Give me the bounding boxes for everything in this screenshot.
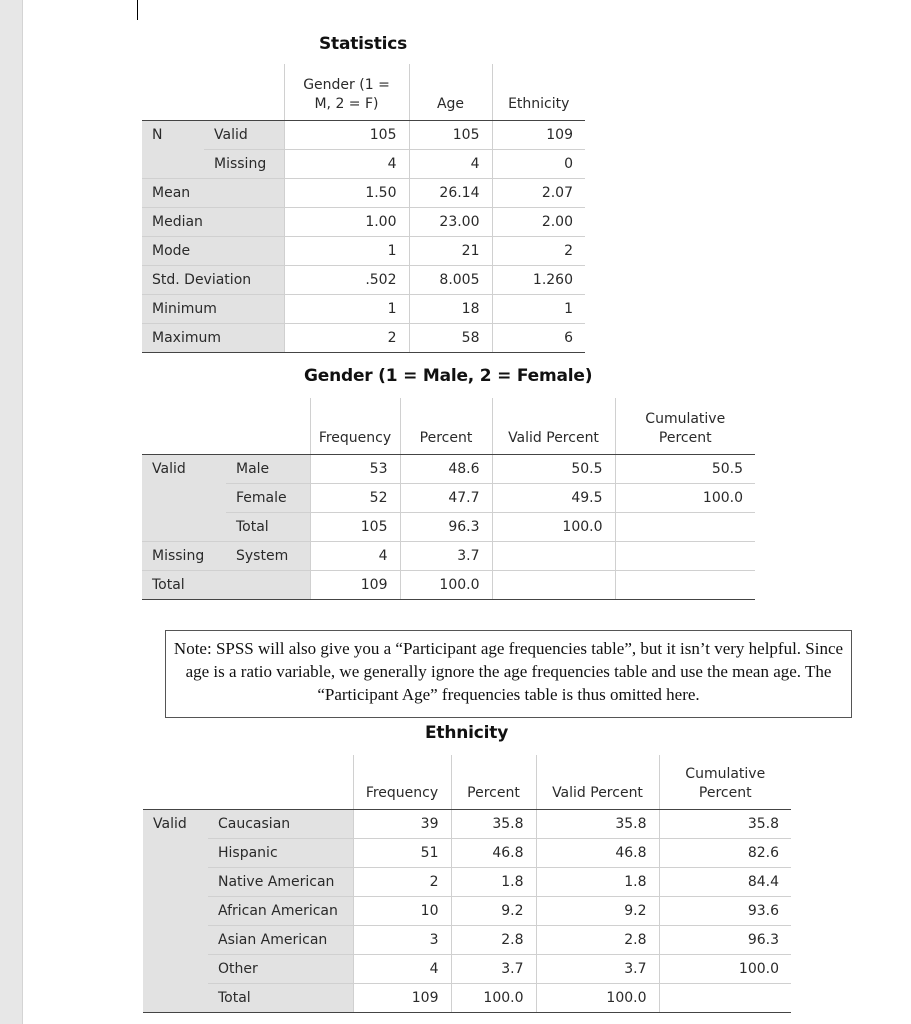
table-cell: 50.5 bbox=[615, 455, 755, 484]
note-box: Note: SPSS will also give you a “Participant age frequencies table”, but it isn’t very helpful. Since age is a ratio variable, we generally ignore the age frequencies table and use the mean age. The “Participant Age” frequencies table is thus omitted here. bbox=[165, 630, 852, 718]
table-cell bbox=[659, 984, 791, 1013]
row-label: Total bbox=[226, 513, 310, 542]
table-row bbox=[143, 810, 791, 839]
row-label: Other bbox=[208, 955, 353, 984]
statistics-table bbox=[142, 64, 585, 353]
table-row bbox=[142, 542, 755, 571]
row-group-label bbox=[142, 150, 204, 179]
table-cell bbox=[492, 542, 615, 571]
column-header bbox=[536, 755, 659, 810]
table-cell: 2 bbox=[353, 868, 451, 897]
table-cell: 96.3 bbox=[400, 513, 492, 542]
table-cell: 2.8 bbox=[451, 926, 536, 955]
column-header-text: Gender (1 = bbox=[303, 77, 390, 93]
table-cell: .502 bbox=[284, 266, 409, 295]
column-header bbox=[310, 398, 400, 455]
table-cell: 100.0 bbox=[451, 984, 536, 1013]
table-cell: 9.2 bbox=[536, 897, 659, 926]
table-cell: 49.5 bbox=[492, 484, 615, 513]
table-cell: 4 bbox=[353, 955, 451, 984]
table-cell: 1.8 bbox=[451, 868, 536, 897]
row-group-label bbox=[143, 955, 208, 984]
header-row bbox=[142, 398, 755, 455]
column-header-text: Percent bbox=[658, 430, 712, 446]
column-header bbox=[400, 398, 492, 455]
row-label: Hispanic bbox=[208, 839, 353, 868]
table-cell: 35.8 bbox=[451, 810, 536, 839]
table-cell: 100.0 bbox=[536, 984, 659, 1013]
column-header-text: M, 2 = F) bbox=[314, 96, 379, 112]
column-header-text: Frequency bbox=[318, 430, 392, 446]
column-header-text: Percent bbox=[698, 785, 752, 801]
column-header bbox=[492, 64, 585, 121]
table-cell: 50.5 bbox=[492, 455, 615, 484]
table-cell: 35.8 bbox=[659, 810, 791, 839]
table-row bbox=[142, 121, 585, 150]
table-cell: 46.8 bbox=[536, 839, 659, 868]
row-group-label bbox=[143, 897, 208, 926]
table-cell: 35.8 bbox=[536, 810, 659, 839]
column-header-text: Age bbox=[436, 96, 465, 112]
column-header-text: Cumulative bbox=[685, 766, 766, 782]
column-header-text: Valid Percent bbox=[552, 785, 643, 801]
row-label: Valid bbox=[204, 121, 284, 150]
table-cell: 1.8 bbox=[536, 868, 659, 897]
table-cell: 4 bbox=[409, 150, 492, 179]
row-group-label bbox=[143, 868, 208, 897]
table-cell: 109 bbox=[353, 984, 451, 1013]
table-row bbox=[142, 150, 585, 179]
table-cell: 8.005 bbox=[409, 266, 492, 295]
table-row bbox=[142, 571, 755, 600]
table-cell: 3 bbox=[353, 926, 451, 955]
table-cell: 52 bbox=[310, 484, 400, 513]
table-cell: 3.7 bbox=[536, 955, 659, 984]
table-cell: 2 bbox=[492, 237, 585, 266]
column-header-text: Frequency bbox=[365, 785, 439, 801]
table-cell: 26.14 bbox=[409, 179, 492, 208]
table-cell: 105 bbox=[409, 121, 492, 150]
row-group-label bbox=[143, 984, 208, 1013]
table-cell: 2.00 bbox=[492, 208, 585, 237]
row-group-label bbox=[142, 513, 226, 542]
table-row bbox=[142, 484, 755, 513]
ethnicity-table bbox=[143, 755, 791, 1013]
table-cell: 6 bbox=[492, 324, 585, 353]
table-row bbox=[143, 897, 791, 926]
table-row bbox=[142, 237, 585, 266]
row-group-label bbox=[142, 484, 226, 513]
row-label: African American bbox=[208, 897, 353, 926]
table-cell: 1.50 bbox=[284, 179, 409, 208]
table-cell: 51 bbox=[353, 839, 451, 868]
table-row bbox=[142, 324, 585, 353]
table-cell: 100.0 bbox=[659, 955, 791, 984]
table-row bbox=[142, 513, 755, 542]
table-cell: 39 bbox=[353, 810, 451, 839]
row-label: Missing bbox=[204, 150, 284, 179]
table-cell: 1 bbox=[284, 237, 409, 266]
table-row bbox=[143, 984, 791, 1013]
row-label: Total bbox=[208, 984, 353, 1013]
header-row bbox=[142, 64, 585, 121]
table-cell: 2.07 bbox=[492, 179, 585, 208]
table-cell: 2 bbox=[284, 324, 409, 353]
table-cell: 21 bbox=[409, 237, 492, 266]
column-header bbox=[409, 64, 492, 121]
table-cell: 1.00 bbox=[284, 208, 409, 237]
header-blank bbox=[142, 398, 310, 455]
table-cell: 3.7 bbox=[400, 542, 492, 571]
table-cell: 53 bbox=[310, 455, 400, 484]
text-cursor bbox=[137, 0, 138, 20]
statistics-title: Statistics bbox=[319, 34, 408, 54]
row-label: Native American bbox=[208, 868, 353, 897]
table-cell: 105 bbox=[284, 121, 409, 150]
row-group-label: N bbox=[142, 121, 204, 150]
table-cell: 9.2 bbox=[451, 897, 536, 926]
table-cell: 109 bbox=[492, 121, 585, 150]
row-label: Minimum bbox=[142, 295, 284, 324]
row-label: Mode bbox=[142, 237, 284, 266]
table-cell bbox=[492, 571, 615, 600]
ethnicity-title: Ethnicity bbox=[425, 723, 509, 743]
row-label: Mean bbox=[142, 179, 284, 208]
table-cell: 48.6 bbox=[400, 455, 492, 484]
table-row bbox=[142, 208, 585, 237]
column-header bbox=[659, 755, 791, 810]
table-cell: 93.6 bbox=[659, 897, 791, 926]
header-blank bbox=[143, 755, 353, 810]
table-row bbox=[142, 455, 755, 484]
row-group-label: Valid bbox=[142, 455, 226, 484]
table-cell: 100.0 bbox=[615, 484, 755, 513]
header-blank bbox=[142, 64, 284, 121]
column-header bbox=[284, 64, 409, 121]
table-row bbox=[143, 955, 791, 984]
table-cell bbox=[615, 571, 755, 600]
table-cell: 105 bbox=[310, 513, 400, 542]
table-cell: 4 bbox=[310, 542, 400, 571]
table-row bbox=[142, 295, 585, 324]
gender-table bbox=[142, 398, 755, 600]
column-header bbox=[615, 398, 755, 455]
row-label: Median bbox=[142, 208, 284, 237]
gender-title: Gender (1 = Male, 2 = Female) bbox=[304, 366, 593, 386]
table-cell bbox=[615, 513, 755, 542]
row-label: Std. Deviation bbox=[142, 266, 284, 295]
row-label: Maximum bbox=[142, 324, 284, 353]
table-cell: 109 bbox=[310, 571, 400, 600]
column-header bbox=[353, 755, 451, 810]
table-cell: 96.3 bbox=[659, 926, 791, 955]
row-group-label bbox=[143, 839, 208, 868]
table-row bbox=[143, 839, 791, 868]
row-group-label bbox=[143, 926, 208, 955]
table-cell: 18 bbox=[409, 295, 492, 324]
row-label: Total bbox=[142, 571, 310, 600]
table-row bbox=[143, 868, 791, 897]
header-row bbox=[143, 755, 791, 810]
row-label: System bbox=[226, 542, 310, 571]
table-cell: 46.8 bbox=[451, 839, 536, 868]
row-label: Asian American bbox=[208, 926, 353, 955]
table-cell: 100.0 bbox=[492, 513, 615, 542]
table-cell: 100.0 bbox=[400, 571, 492, 600]
table-cell: 1 bbox=[284, 295, 409, 324]
column-header bbox=[451, 755, 536, 810]
left-gutter bbox=[0, 0, 23, 1024]
row-label: Male bbox=[226, 455, 310, 484]
table-cell: 23.00 bbox=[409, 208, 492, 237]
table-cell: 10 bbox=[353, 897, 451, 926]
table-cell: 1 bbox=[492, 295, 585, 324]
column-header-text: Valid Percent bbox=[508, 430, 599, 446]
row-group-label: Missing bbox=[142, 542, 226, 571]
table-cell: 4 bbox=[284, 150, 409, 179]
column-header-text: Cumulative bbox=[645, 411, 726, 427]
table-cell: 47.7 bbox=[400, 484, 492, 513]
table-cell: 84.4 bbox=[659, 868, 791, 897]
table-cell: 3.7 bbox=[451, 955, 536, 984]
table-cell: 1.260 bbox=[492, 266, 585, 295]
table-row bbox=[142, 179, 585, 208]
table-cell: 0 bbox=[492, 150, 585, 179]
column-header bbox=[492, 398, 615, 455]
column-header-text: Percent bbox=[419, 430, 473, 446]
column-header-text: Percent bbox=[467, 785, 520, 801]
table-cell: 58 bbox=[409, 324, 492, 353]
table-cell: 2.8 bbox=[536, 926, 659, 955]
column-header-text: Ethnicity bbox=[508, 96, 570, 112]
table-cell: 82.6 bbox=[659, 839, 791, 868]
table-row bbox=[143, 926, 791, 955]
row-group-label: Valid bbox=[143, 810, 208, 839]
table-cell bbox=[615, 542, 755, 571]
table-row bbox=[142, 266, 585, 295]
row-label: Caucasian bbox=[208, 810, 353, 839]
row-label: Female bbox=[226, 484, 310, 513]
